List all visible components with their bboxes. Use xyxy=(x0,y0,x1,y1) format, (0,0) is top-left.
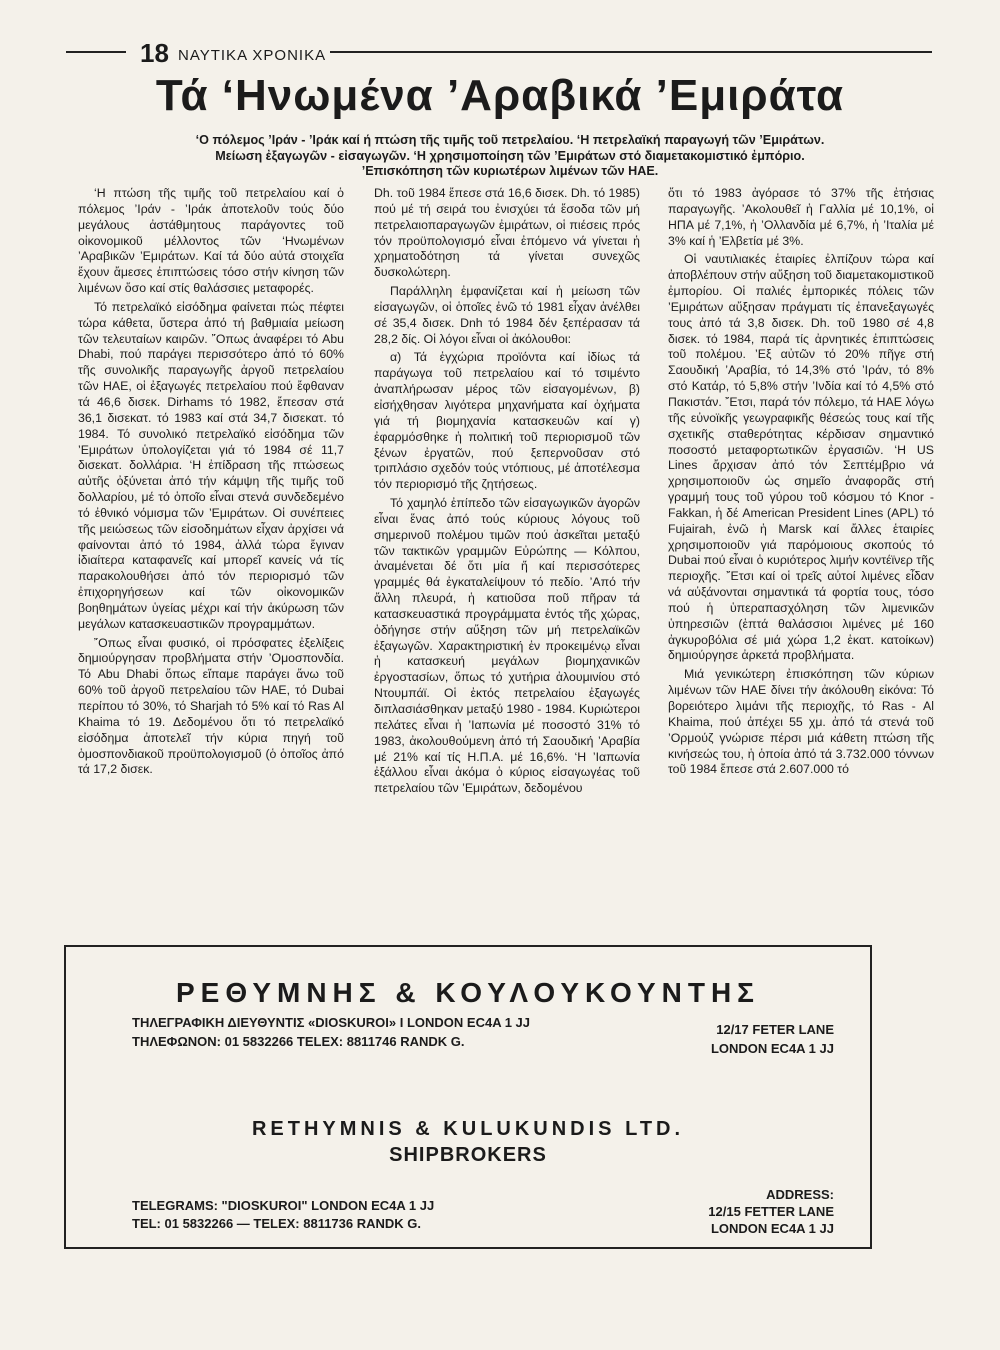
header-rule-left xyxy=(66,51,126,53)
paragraph: Τό χαμηλό ἐπίπεδο τῶν εἰσαγωγικῶν ἀγορῶν εἶναι ἕνας ἀπό τούς κύριους λόγους τοῦ σημερινοῦ πολέμου τιμῶν πού ἀσκεῖται μεταξύ τῶν τακτικῶν γραμμῶν Εὐρώπης — Κόλπου, ἀναμένεται δέ ὅτι μία ἤ καί περισσότερες γραμμές θά ἐγκαταλείψουν τό πεδίο. ’Από τήν ἄλλη πλευρά, ἡ κατιοῦσα ποῦ πῆραν τά κατασκευαστικά προγράμματα ἐντός τῆς χώρας, ὁδήγησε στήν αὔξηση τῶν μή πετρελαϊκῶν ἐξαγωγῶν. Χαρακτηριστική ἐν προκειμένῳ εἶναι ἡ κατασκευή μεγάλων βιομηχανικῶν ἐργοστασίων, ὅπως τό χυτήρια ἀλουμινίου στό Ντουμπάϊ. Οἱ ἐκτός πετρελαίου ἐξαγωγές διπλασιάσθηκαν μεταξύ 1980 - 1984. Κυριώτεροι πελάτες εἶναι ἡ ’Ιαπωνία μέ ποσοστό 31% τό 1983, ἀκολουθούμενη ἀπό τή Σαουδική ’Αραβία μέ 21% καί τίς Η.Π.Α. μέ 16,6%. ‘Η ’Ιαπωνία ἐξάλλου εἶναι ἀκόμα ὁ κύριος εἰσαγωγέας τοῦ πετρελαίου τῶν ’Εμιράτων, δεδομένου xyxy=(374,496,640,796)
ad-telex-line: TEL: 01 5832266 — TELEX: 8811736 RANDK G. xyxy=(132,1216,422,1231)
ad-address-line-1: 12/15 FETTER LANE xyxy=(708,1204,834,1219)
paragraph: Μιά γενικώτερη ἐπισκόπηση τῶν κύριων λιμένων τῶν ΗΑΕ δίνει τήν ἀκόλουθη εἰκόνα: Τό βορειότερο λιμάνι τῆς περιοχῆς, τό Ras - Al Khaima, πού ἀπέχει 55 χμ. ἀπό τά στενά τοῦ ’Ορμούζ γνώρισε πέρσι μιά κάθετη πτώση τῆς κινήσεώς του, ἡ ὁποία ἀπό τά 3.732.000 τόννων τοῦ 1984 ἔπεσε στά 2.607.000 τό xyxy=(668,667,934,777)
paragraph: Dh. τοῦ 1984 ἔπεσε στά 16,6 δισεκ. Dh. τό 1985) πού μέ τή σειρά του ἐνισχύει τά ἔσοδα τῶν μή πετρελαιοπαραγωγῶν ἐμιράτων, οἱ πιέσεις πρός τόν προϋπολογισμό εἶναι ἐπόμενο νά γίνεται ἡ χρηματοδότηση τά γίνεται συνεχῶς δυσκολώτερη. xyxy=(374,186,640,280)
ad-address-label: ADDRESS: xyxy=(766,1187,834,1202)
ad-greek-phone-line: ΤΗΛΕΦΩΝΟΝ: 01 5832266 TELEX: 8811746 RANDK G. xyxy=(132,1034,465,1049)
ad-greek-address-line-1: 12/17 FETER LANE xyxy=(716,1022,834,1037)
article-column-3 xyxy=(668,186,934,934)
paragraph: Παράλληλη ἐμφανίζεται καί ἡ μείωση τῶν εἰσαγωγῶν, οἱ ὁποῖες ἐνῶ τό 1981 εἶχαν ἀνέλθει σέ 35,4 δισεκ. Dnh τό 1984 δέν ξεπέρασαν τά 28,2 δίς. Οἱ λόγοι εἶναι οἱ ἀκόλουθοι: xyxy=(374,284,640,346)
paragraph: Τό πετρελαϊκό εἰσόδημα φαίνεται πώς πέφτει τώρα κάθετα, ὕστερα ἀπό τή βαθμιαία μείωση τῶν τελευταίων καιρῶν. ῎Οπως ἀναφέρει τό Abu Dhabi, πού παράγει περισσότερο ἀπό τό 60% τῆς συνολικῆς παραγωγῆς ἀργοῦ πετρελαίου τῶν ΗΑΕ, οἱ ἐξαγωγές πετρελαίου πού ἔφθαναν τά 46,6 δισεκ. Dirhams τό 1982, ἔπεσαν στά 36,1 δισεκατ. τό 1983 καί στά 34,7 δισεκατ. τό 1984. Τό συνολικό πετρελαϊκό εἰσόδημα τῶν ’Εμιράτων ὑπολογίζεται γιά τό 1984 σέ 11,7 δισεκατ. δολλάρια. ‘Η ἐπίδραση τῆς πτώσεως αὐτῆς ὀξύνεται ἀπό τήν κάμψη τῆς τιμῆς τοῦ δολλαρίου, μέ τό ὁποῖο εἶναι στενά συνδεδεμένο τό ἐθνικό νόμισμα τῶν ’Εμιράτων. Οἱ συνέπειες τῆς μειώσεως τῶν εἰσοδημάτων εἶχαν ἀρχίσει νά φαίνονται ἀπό τό 1984, ἀλλά τώρα ἔγιναν ἰδιαίτερα καταφανεῖς καί μπορεῖ κανείς νά τίς παρακολουθήσει ἀπό τόν περιορισμό τῶν ἐπιχορηγήσεων καί τῶν οἰκονομικῶν βοηθημάτων ὑγείας μέχρι καί τήν ἀκύρωση τῶν μεγάλων κατασκευαστικῶν προγραμμάτων. xyxy=(78,299,344,631)
advertisement-box xyxy=(64,945,872,1249)
paragraph: ῎Οπως εἶναι φυσικό, οἱ πρόσφατες ἐξελίξεις δημιούργησαν προβλήματα στήν ’Ομοσπονδία. Τό Abu Dhabi ὅπως εἴπαμε παράγει ἄνω τοῦ 60% τοῦ ἀργοῦ πετρελαίου τῶν ΗΑΕ, τό Dubai περίπου τό 30%, τό Sharjah τό 5% καί τό Ras Al Khaima τό 19. Δεδομένου ὅτι τό πετρελαϊκό εἰσόδημα ἀποτελεῖ τήν κύρια πηγή τοῦ ὁμοσπονδιακοῦ προϋπολογισμοῦ (ὁ ὁποῖος ἀπό τά 17,2 δισεκ. xyxy=(78,635,344,777)
ad-greek-address-line-2: LONDON EC4A 1 JJ xyxy=(710,1041,834,1056)
section-name: ΝΑΥΤΙΚΑ ΧΡΟΝΙΚΑ xyxy=(178,47,327,64)
ad-greek-telegraph-line: ΤΗΛΕΓΡΑΦΙΚΗ ΔΙΕΥΘΥΝΤΙΣ «DIOSKUROI» I LONDON EC4A 1 JJ xyxy=(132,1015,531,1030)
paragraph: ‘Η πτώση τῆς τιμῆς τοῦ πετρελαίου καί ὁ πόλεμος ’Ιράν - ’Ιράκ ἀποτελοῦν τούς δύο μεγάλους ἀστάθμητους παράγοντες τοῦ οἰκονομικοῦ μέλλοντος τῶν ‘Ηνωμένων ’Αραβικῶν ’Εμιράτων. Καί τά δύο αὐτά στοιχεῖα ἔχουν ἄμεσες ἐπιπτώσεις τόσο στήν κίνηση τῶν λιμένων ὅσο καί στίς θαλάσσιες μεταφορές. xyxy=(78,186,344,296)
article-headline: Τά ‘Ηνωμένα ’Αραβικά ’Εμιράτα xyxy=(155,71,845,120)
paragraph: Οἱ ναυτιλιακές ἑταιρίες ἐλπίζουν τώρα καί ἀποβλέπουν στήν αὔξηση τοῦ διαμετακομιστικοῦ ἐμπορίου. Οἱ παλιές ἐμπορικές πόλεις τῶν ’Εμιράτων αὔξησαν πράγματι τίς ἐπανεξαγωγές τους ἀπό τά 3,8 δισεκ. Dh. τοῦ 1980 σέ 4,8 δισεκ. τό 1984, παρά τίς ἀρνητικές ἐπιπτώσεις τοῦ πολέμου. ’Εξ αὐτῶν τό 20% πῆγε στή Σαουδική ’Αραβία, τό 14,3% στό ’Ιράν, τό 8% στό Κατάρ, τό 5,8% στήν ’Ινδία καί τό 4,5% στό Πακιστάν. ῎Ετσι, παρά τόν πόλεμο, τά ΗΑΕ λόγω τῆς εὐνοϊκῆς γεωγραφικῆς θέσεώς τους καί τῆς σχετικῆς σταθερότητας κέρδισαν σημαντικό ποσοστό μεταφορτωτικῶν ἐργασιῶν. ‘Η US Lines ἄρχισαν ἀπό τόν Σεπτέμβριο νά χρησιμοποιοῦν ὡς σημεῖο ἀναφορᾶς στή γραμμή τους τοῦ γύρου τοῦ κόσμου τό Knor - Fakkan, ἡ δέ American President Lines (APL) τό Fujairah, ἐνῶ ἡ Marsk καί ἄλλες ἑταιρίες χρησιμοποιοῦν γιά παρόμοιους σκοπούς τό Dubai πού εἶναι ὁ κυριότερος λιμήν κοντέϊνερ τῆς περιοχῆς. ῎Ετσι καί οἱ τρεῖς αὐτοί λιμένες εἶδαν νά αὐξάνονται σημαντικά τά φορτία τους, τόσο πού ἡ ὑπεραπασχόληση τῶν λιμενικῶν ὑπηρεσιῶν (ἑπτά θαλάσσιοι λιμένες μέ 160 ἀγκυροβόλια σέ μιά χώρα 1,2 ἑκατ. κατοίκων) δημιούργησε ἀρκετά προβλήματα. xyxy=(668,252,934,663)
paragraph: α) Τά ἐγχώρια προϊόντα καί ἰδίως τά παράγωγα τοῦ πετρελαίου καί τό τσιμέντο ἀναπλήρωσαν μέρος τῶν εἰσαγομένων, β) εἰσήχθησαν λιγότερα μηχανήματα καί ὀχήματα γιά τή βιομηχανία κατασκευῶν καί γ) ἐφαρμόσθηκε ἡ πολιτική τοῦ περιορισμοῦ τῶν ξένων ἐργατῶν, πού ξεπερνοῦσαν στό τριπλάσιο σχεδόν τούς ντόπιους, μέ ἀποτέλεσμα τόν περιορισμό τῆς ζητήσεως. xyxy=(374,350,640,492)
ad-address-line-2: LONDON EC4A 1 JJ xyxy=(710,1221,834,1236)
ad-subtitle: SHIPBROKERS xyxy=(389,1144,547,1166)
ad-company-name-greek: ΡΕΘΥΜΝΗΣ & ΚΟΥΛΟΥΚΟΥΝΤΗΣ xyxy=(175,977,760,1008)
article-column-1 xyxy=(78,186,344,934)
ad-company-name-latin: RETHYMNIS & KULUKUNDIS LTD. xyxy=(251,1118,685,1140)
paragraph: ὅτι τό 1983 ἀγόρασε τό 37% τῆς ἐτήσιας παραγωγῆς. ’Ακολουθεῖ ἡ Γαλλία μέ 10,1%, οἱ ΗΠΑ μέ 7,1%, ἡ ’Ολλανδία μέ 6,7%, ἡ ’Ιταλία μέ 3% καί ἡ ’Ελβετία μέ 3%. xyxy=(668,186,934,248)
article-lead: ‘Ο πόλεμος ’Ιράν - ’Ιράκ καί ή πτώση τῆς τιμῆς τοῦ πετρελαίου. ‘Η πετρελαϊκή παραγωγή τῶν ’Εμιράτων. Μείωση ἐξαγωγῶν - εἰσαγωγῶν. ‘Η χρησιμοποίηση τῶν ’Εμιράτων στό διαμετακομιστικό ἐμπόριο. ’Επισκόπηση τῶν κυριωτέρων λιμένων τῶν ΗΑΕ. xyxy=(195,133,825,178)
article-column-2 xyxy=(374,186,640,934)
page-number: 18 xyxy=(140,38,169,68)
header-rule-right xyxy=(330,51,932,53)
ad-telegrams-line: TELEGRAMS: "DIOSKUROI" LONDON EC4A 1 JJ xyxy=(132,1198,435,1213)
